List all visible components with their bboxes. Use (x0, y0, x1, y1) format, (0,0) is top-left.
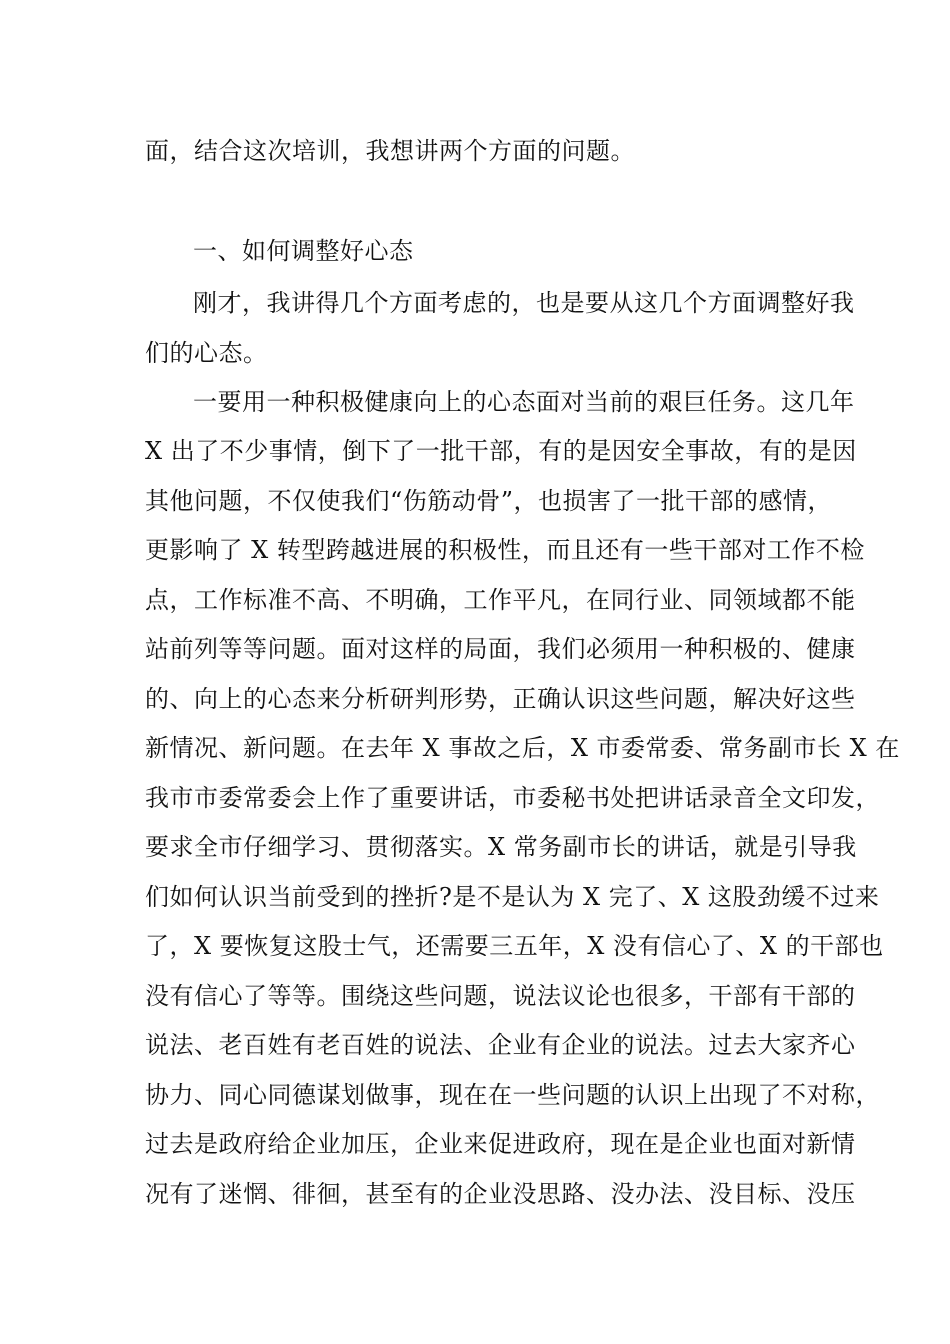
text-line-1: 面，结合这次培训，我想讲两个方面的问题。 (145, 137, 635, 165)
text-line-11: 新情况、新问题。在去年 X 事故之后，X 市委常委、常务副市长 X 在 (145, 734, 900, 762)
text-line-7: 更影响了 X 转型跨越进展的积极性，而且还有一些干部对工作不检 (145, 536, 865, 564)
text-line-8: 点，工作标准不高、不明确，工作平凡，在同行业、同领域都不能 (145, 586, 856, 614)
text-line-9: 站前列等等问题。面对这样的局面，我们必须用一种积极的、健康 (145, 635, 856, 663)
text-line-4: 一要用一种积极健康向上的心态面对当前的艰巨任务。这几年 (193, 388, 855, 416)
text-line-20: 况有了迷惘、徘徊，甚至有的企业没思路、没办法、没目标、没压 (145, 1180, 856, 1208)
text-line-18: 协力、同心同德谋划做事，现在在一些问题的认识上出现了不对称， (145, 1081, 880, 1109)
text-line-19: 过去是政府给企业加压，企业来促进政府，现在是企业也面对新情 (145, 1130, 856, 1158)
text-line-13: 要求全市仔细学习、贯彻落实。X 常务副市长的讲话，就是引导我 (145, 833, 857, 861)
text-line-2: 刚才，我讲得几个方面考虑的，也是要从这几个方面调整好我 (193, 289, 855, 317)
section-heading: 一、如何调整好心态 (193, 237, 414, 265)
text-line-14: 们如何认识当前受到的挫折?是不是认为 X 完了、X 这股劲缓不过来 (145, 883, 880, 911)
text-line-15: 了，X 要恢复这股士气，还需要三五年，X 没有信心了、X 的干部也 (145, 932, 884, 960)
text-line-6: 其他问题，不仅使我们“伤筋动骨”，也损害了一批干部的感情， (145, 487, 833, 515)
text-line-10: 的、向上的心态来分析研判形势，正确认识这些问题，解决好这些 (145, 685, 856, 713)
text-line-3: 们的心态。 (145, 339, 268, 367)
text-line-5: X 出了不少事情，倒下了一批干部，有的是因安全事故，有的是因 (145, 437, 857, 465)
text-line-12: 我市市委常委会上作了重要讲话，市委秘书处把讲话录音全文印发， (145, 784, 880, 812)
text-line-16: 没有信心了等等。围绕这些问题，说法议论也很多，干部有干部的 (145, 982, 856, 1010)
text-line-17: 说法、老百姓有老百姓的说法、企业有企业的说法。过去大家齐心 (145, 1031, 856, 1059)
